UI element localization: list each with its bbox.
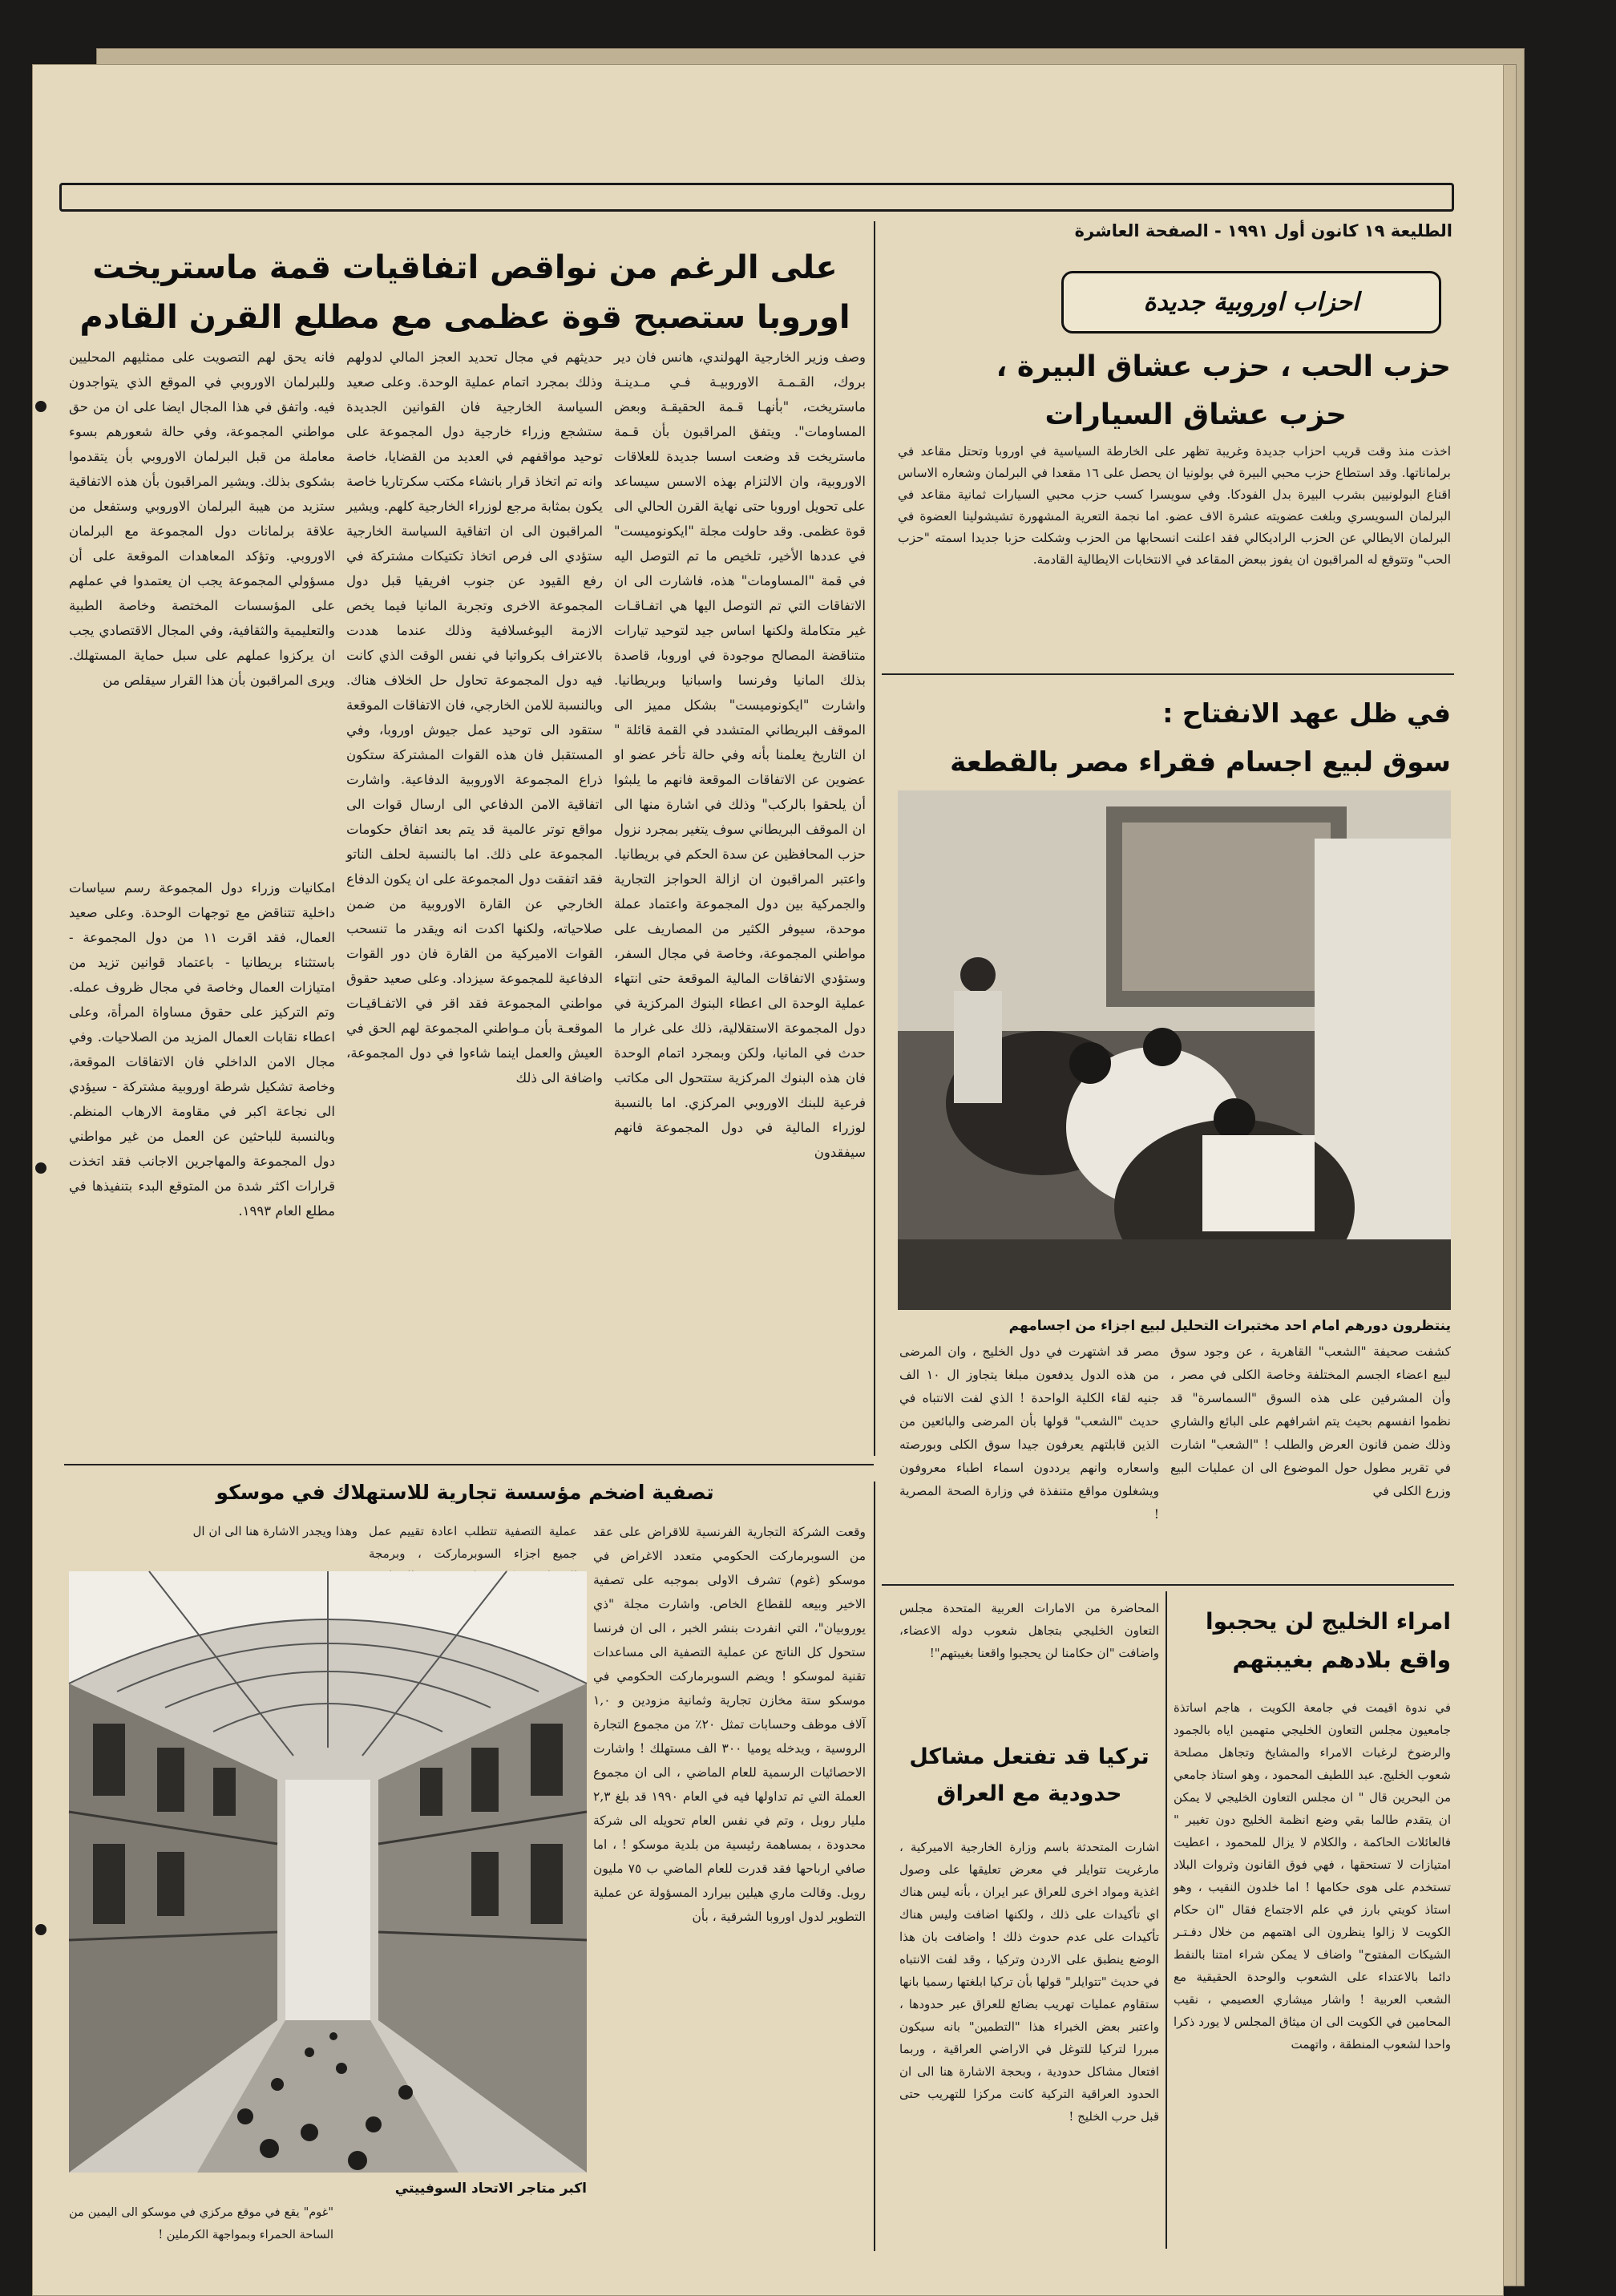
gulf-body-continued: المحاضرة من الامارات العربية المتحدة مجلس التعاون الخليجي بتجاهل شعوب دوله الاعضاء، واضافت "ان حكامنا لن يحجبوا واقعنا بغيبتهم"! [899, 1601, 1159, 1660]
egypt-column-left: مصر قد اشتهرت في دول الخليج ، وان المرضى من هذه الدول يدفعون مبلغا يتجاوز ال ١٠ الف جنيه لقاء الكلية الواحدة ! الذي لفت الانتباه في حديث "الشعب" قولها بأن المرضى والبائعين من الذين قابلتهم يعرفون جيدا سوق الكلى وبورصته واسعاره وانهم يرددون اسماء اطباء معروفون ويشغلون مواقع متنفذة في وزارة الصحة المصرية ! [899, 1344, 1159, 1522]
header-banner [59, 183, 1454, 212]
moscow-column-mid: عملية التصفية تتطلب اعادة تقييم عمل جميع اجزاء السوبرماركت ، وبرمجة [369, 1524, 577, 1561]
punch-hole [35, 1162, 46, 1174]
moscow-column-right: وقعت الشركة التجارية الفرنسية للاقراض على عقد من السوبرماركت الحكومي متعدد الاغراض في موسكو (غوم) تشرف الاولى بموجبه على تصفية الاخير وبيعه للقطاع الخاص. واشارت مجلة "ذي يوروبيان"، التي انفردت بنشر الخبر ، الى ان فرنسا ستحول كل الناتج عن عملية التصفية الى مساعدات تقنية لموسكو ! ويضم السوبرماركت الحكومي في موسكو ستة مخازن تجارية وثمانية مزودين و ١,٠ آلاف موظف وحسابات تمثل ٢٠٪ من مجموع التجارة الروسية ، ويدخله يوميا ٣٠٠ الف مستهلك ! واشارت الاحصائيات الرسمية للعام الماضي ، الى ان مجموع العملة التي تم تداولها فيه في العام ١٩٩٠ قد بلغ ٢,٣ مليار روبل ، وتم في نفس العام تحويله الى شركة محدودة ، بمساهمة رئيسية من بلدية موسكو ! ، اما صافي ارباحها فقد قدرت للعام الماضي ب ٧٥ مليون روبل. وقالت ماري هيلين بيرارد المسؤولة عن عملية التطوير لدول اوروبا الشرقية ، بأن [593, 1525, 866, 1924]
turkey-body: اشارت المتحدثة باسم وزارة الخارجية الاميركية ، مارغريت تتوايلر في معرض تعليقها على وصول اغذية ومواد اخرى للعراق عبر ايران ، بأنه ليس هناك اي تأكيدات على ذلك ، ولكنها اضافت وليس هناك تأكيدات على عدم حدوث ذلك ! واضافت بان هذا الوضع ينطبق على الاردن وتركيا ، وقد لفت الانتباه في حديث "تتوايلر" قولها بأن تركيا ابلغتها رسميا بانها ستقاوم عمليات تهريب بضائع للعراق عبر حدودها ، واعتبر بعض الخبراء هذا "التطمين" بانه سيكون مبررا لتركيا للتوغل في الاراضي العراقية ، وربما افتعال مشاكل حدودية ، وبحجة الاشارة هنا الى ان الحدود العراقية التركية كانت مركزا للتهريب حتى قبل حرب الخليج ! [899, 1840, 1159, 2124]
moscow-headline: تصفية اضخم مؤسسة تجارية للاستهلاك في موسكو [216, 1481, 714, 1504]
egypt-photo [898, 790, 1451, 1310]
section-divider [64, 1464, 874, 1465]
gulf-headline-2: واقع بلادهم بغيبتهم [1232, 1647, 1451, 1673]
binding-holes [32, 64, 50, 2296]
column-rule [874, 1481, 875, 2251]
moscow-photo [69, 1571, 587, 2173]
turkey-headline-2: حدودية مع العراق [936, 1781, 1122, 1806]
punch-hole [35, 1924, 46, 1935]
moscow-column-left: وهذا ويجدر الاشارة هنا الى ان ال [192, 1524, 358, 1538]
main-headline-2: اوروبا ستصبح قوة عظمى مع مطلع القرن القادم [79, 299, 850, 336]
main-headline-1: على الرغم من نواقص اتفاقيات قمة ماستريخت [92, 249, 838, 286]
parties-box-title: احزاب اوروبية جديدة [1061, 271, 1441, 333]
gum-arcade-photo [69, 1571, 587, 2173]
page-folio: الطليعة ١٩ كانون أول ١٩٩١ - الصفحة العاشرة [1074, 221, 1452, 241]
main-column-left-bottom: امكانيات وزراء دول المجموعة رسم سياسات داخلية تتناقض مع توجهات الوحدة. وعلى صعيد العمال، فقد اقرت ١١ من دول المجموعة - باستثناء بريطانيا - باعتماد قوانين تزيد من امتيازات العمال وخاصة في مجال ظروف عمله. وتم التركيز على حقوق مساواة المرأة، وعلى اعطاء نقابات العمال المزيد من الصلاحيات. وفي مجال الامن الداخلي فان الاتفاقات الموقعة، وخاصة تشكيل شرطة اوروبية مشتركة - سيؤدي الى نجاعة اكبر في مقاومة الارهاب المنظم. وبالنسبة للباحثين عن العمل من غير مواطني دول المجموعة والمهاجرين الاجانب فقد اتخذت قرارات اكثر شدة من المتوقع البدء بتنفيذها في مطلع العام ١٩٩٣. [69, 880, 335, 1219]
egypt-column-right: كشفت صحيفة "الشعب" القاهرية ، عن وجود سوق لبيع اعضاء الجسم المختلفة وخاصة الكلى في مصر ، وأن المشرفين على هذه السوق "السماسرة" قد نظموا انفسهم بحيث يتم اشرافهم على البائع والشاري وذلك ضمن قانون العرض والطلب ! "الشعب" اشارت في تقرير مطول حول الموضوع الى ان عمليات البيع وزرع الكلى في [1170, 1344, 1451, 1498]
parties-headline-2: حزب عشاق السيارات [1044, 398, 1347, 431]
parties-body: اخذت منذ وقت قريب احزاب جديدة وغريبة تظهر على الخارطة السياسية في اوروبا وتحتل مقاعد في برلماناتها. وقد استطاع حزب محبي البيرة في بولونيا ان يحصل على ١٦ مقعدا في البرلمان وشعاره الاساس اقناع البولونيين بشرب البيرة بدل الفودكا. وفي سويسرا كسب حزب محبي السيارات ثمانية مقاعد في البرلمان السويسري وبلغت عضويته عشرة الاف عضو. اما نجمة التعرية المشهورة تشيشولينا العضوة في البرلمان الايطالي عن الحزب الراديكالي فقد اعلنت انسحابها من الحزب وشكلت حزبا جديدا اسمته "حزب الحب" وتتوقع له المراقبون ان يفوز ببعض المقاعد في الانتخابات الايطالية القادمة. [898, 444, 1451, 567]
newspaper-page [32, 64, 1504, 2296]
egypt-photo-caption: ينتظرون دورهم امام احد مختبرات التحليل لبيع اجزاء من اجسامهم [1008, 1318, 1451, 1334]
column-rule [874, 221, 875, 1456]
turkey-headline-1: تركيا قد تفتعل مشاكل [909, 1744, 1149, 1769]
moscow-caption-text: "غوم" يقع في موقع مركزي في موسكو الى اليمين من الساحة الحمراء وبمواجهة الكرملين ! [69, 2206, 333, 2241]
gulf-body: في ندوة اقيمت في جامعة الكويت ، هاجم اساتذة جامعيون مجلس التعاون الخليجي متهمين اياه بالجمود والرضوخ لرغبات الامراء والمشايخ وتجاهل مصلحة شعوب الخليج. عبد اللطيف المحمود ، وهو استاذ جامعي من البحرين قال " ان مجلس التعاون الخليجي لا يمكن ان يتقدم طالما بقي وضع انظمة الخليج دون تغيير " فالعائلات الحاكمة ، والكلام لا يزال للمحمود ، اعطيت امتيازات لا تستحقها ، فهي فوق القانون وثروات البلاد تستخدم على هوى حكامها ! اما خلدون النقيب ، وهو استاذ كويتي بارز في علم الاجتماع فقال "ان حكام الكويت لا زالوا ينظرون الى اهتمهم من خلال دفـتـر الشيكات المفتوح" واضاف لا يمكن شراء امتنا بالنفط دائما بالاعتداء على الشعوب والوحدة الحقيقية مع الشعب العربية ! واشار ميشاري العصيمي ، نقيب المحامين في الكويت الى ان ميثاق المجلس لا يورد ذكرا واحدا لشعوب المنطقة ، واتهمت [1174, 1700, 1451, 2051]
main-column-right: وصف وزير الخارجية الهولندي، هانس فان دير بروك، القـمـة الاوروبيـة فـي مـدينـة ماستريخت، "بأنهـا قـمة الحقيقـة وبعض المساومات". ويتفق المراقبون بأن قـمة ماستريخت قد وضعت اسسا جديدة للعلاقات الاوروبية، وان الالتزام بهذه الاسس سيساعد على تحويل اوروبا حتى نهاية القرن الحالي الى قوة عظمى. وقد حاولت مجلة "ايكونوميست" في عددها الأخير، تلخيص ما تم التوصل اليه في قمة "المساومات" هذه، فاشارت الى ان الاتفاقات التي تم التوصل اليها هي اتفـاقـات غير متكاملة ولكنها اساس جيد لتوحيد تيارات متناقضة المصالح موجودة في اوروبا، قاصدة بذلك المانيا وفرنسا واسبانيا وبريطانيا. واشارت "ايكونوميست" بشكل مميز الى الموقف البريطاني المتشدد في القمة قائلة " ان التاريخ يعلمنا بأنه وفي حالة تأخر عضو او عضوين عن الاتفاقات الموقعة فانهم ما يلبثوا أن يلحقوا بالركب" وذلك في اشارة منها الى ان الموقف البريطاني سوف يتغير بمجرد نزول حزب المحافظين عن سدة الحكم في بريطانيا. واعتبر المراقبون ان ازالة الحواجز التجارية والجمركية بين دول المجموعة واعتماد عملة موحدة، سيوفر الكثير من المصاريف على مواطني المجموعة، وخاصة في مجال السفر، وستؤدي الاتفاقات المالية الموقعة حتى انتهاء عملية الوحدة الى اعطاء البنوك المركزية في دول المجموعة الاستقلالية، ذلك على غرار ما حدث في المانيا، ولكن وبمجرد اتمام الوحدة فان هذه البنوك المركزية ستتحول الى مكاتب فرعية للبنك الاوروبي المركزي. اما بالنسبة لوزراء المالية في دول المجموعة فانهم سيفقدون [614, 350, 866, 1160]
gulf-headline-1: امراء الخليج لن يحجبوا [1205, 1608, 1451, 1635]
punch-hole [35, 401, 46, 412]
section-divider [882, 673, 1454, 675]
main-column-left-top: فانه يحق لهم التصويت على ممثليهم المحليين وللبرلمان الاوروبي في الموقع الذي يتواجدون فيه. واتفق في هذا المجال ايضا على ان من حق مواطني المجموعة، وفي حالة شعورهم بسوء معاملة من قبل البرلمان الاوروبي بأن يتقدموا بشكوى بذلك. ويشير المراقبون بأن هذه الاتفاقية ستزيد من هيبة البرلمان الاوروبي وستفعل من علاقة برلمانات دول المجموعة مع البرلمان الاوروبي. وتؤكد المعاهدات الموقعة على أن مسؤولي المجموعة يجب ان يعتمدوا في عملهم على المؤسسات المختصة وخاصة الطبية والتعليمية والثقافية، وفي المجال الاقتصادي يجب ان يركزوا عملهم على سبل حماية المستهلك. ويرى المراقبون بأن هذا القرار سيقلص من [69, 350, 335, 688]
main-column-middle: حديثهم في مجال تحديد العجز المالي لدولهم وذلك بمجرد اتمام عملية الوحدة. وعلى صعيد السياسة الخارجية فان القوانين الجديدة ستشجع وزراء خارجية دول المجموعة على توحيد مواقفهم في العديد من القضايا، خاصة وانه تم اتخاذ قرار بانشاء مكتب سكرتاريا خاصة يكون بمثابة مرجع لوزراء الخارجية كلهم. ويشير المراقبون الى ان اتفاقية السياسة الخارجية ستؤدي الى فرص اتخاذ تكتيكات مشتركة في رفع القيود عن جنوب افريقيا قبل دول المجموعة الاخرى وتجربة المانيا فيما يخص الازمة اليوغسلافية وذلك عندما هددت بالاعتراف بكرواتيا في نفس الوقت الذي كانت فيه دول المجموعة تحاول حل الخلاف هناك. وبالنسبة للامن الخارجي، فان الاتفاقات الموقعة ستقود الى توحيد عمل جيوش اوروبا، وفي المستقبل فان هذه القوات المشتركة ستكون ذراع المجموعة الاوروبية الدفاعية. واشارت اتفاقية الامن الدفاعي الى ارسال قوات الى مواقع توتر عالمية قد يتم بعد اتفاق حكومات المجموعة على ذلك. اما بالنسبة لحلف الناتو فقد اتفقت دول المجموعة على ان يكون الدفاع الخارجي عن القارة الاوروبية من ضمن صلاحياته، ولكنها اكدت انه ويقدر ما تنسحب القوات الاميركية من القارة فان دور القوات الدفاعية للمجموعة سيزداد. وعلى صعيد حقوق مواطني المجموعة فقد اقر في الاتفـاقيـات الموقعـة بأن مـواطني المجموعة لهم الحق في العيش والعمل اينما شاءوا في دول المجموعة، واضافة الى ذلك [346, 350, 603, 1085]
clinic-waiting-photo [898, 790, 1451, 1310]
parties-headline-1: حزب الحب ، حزب عشاق البيرة ، [996, 350, 1451, 383]
egypt-kicker: في ظل عهد الانفتاح : [1162, 697, 1451, 729]
moscow-photo-caption: اكبر متاجر الاتحاد السوفييتي [394, 2181, 587, 2197]
section-divider [882, 1584, 1454, 1586]
egypt-headline: سوق لبيع اجسام فقراء مصر بالقطعة [950, 746, 1451, 778]
column-rule [1166, 1591, 1167, 2249]
